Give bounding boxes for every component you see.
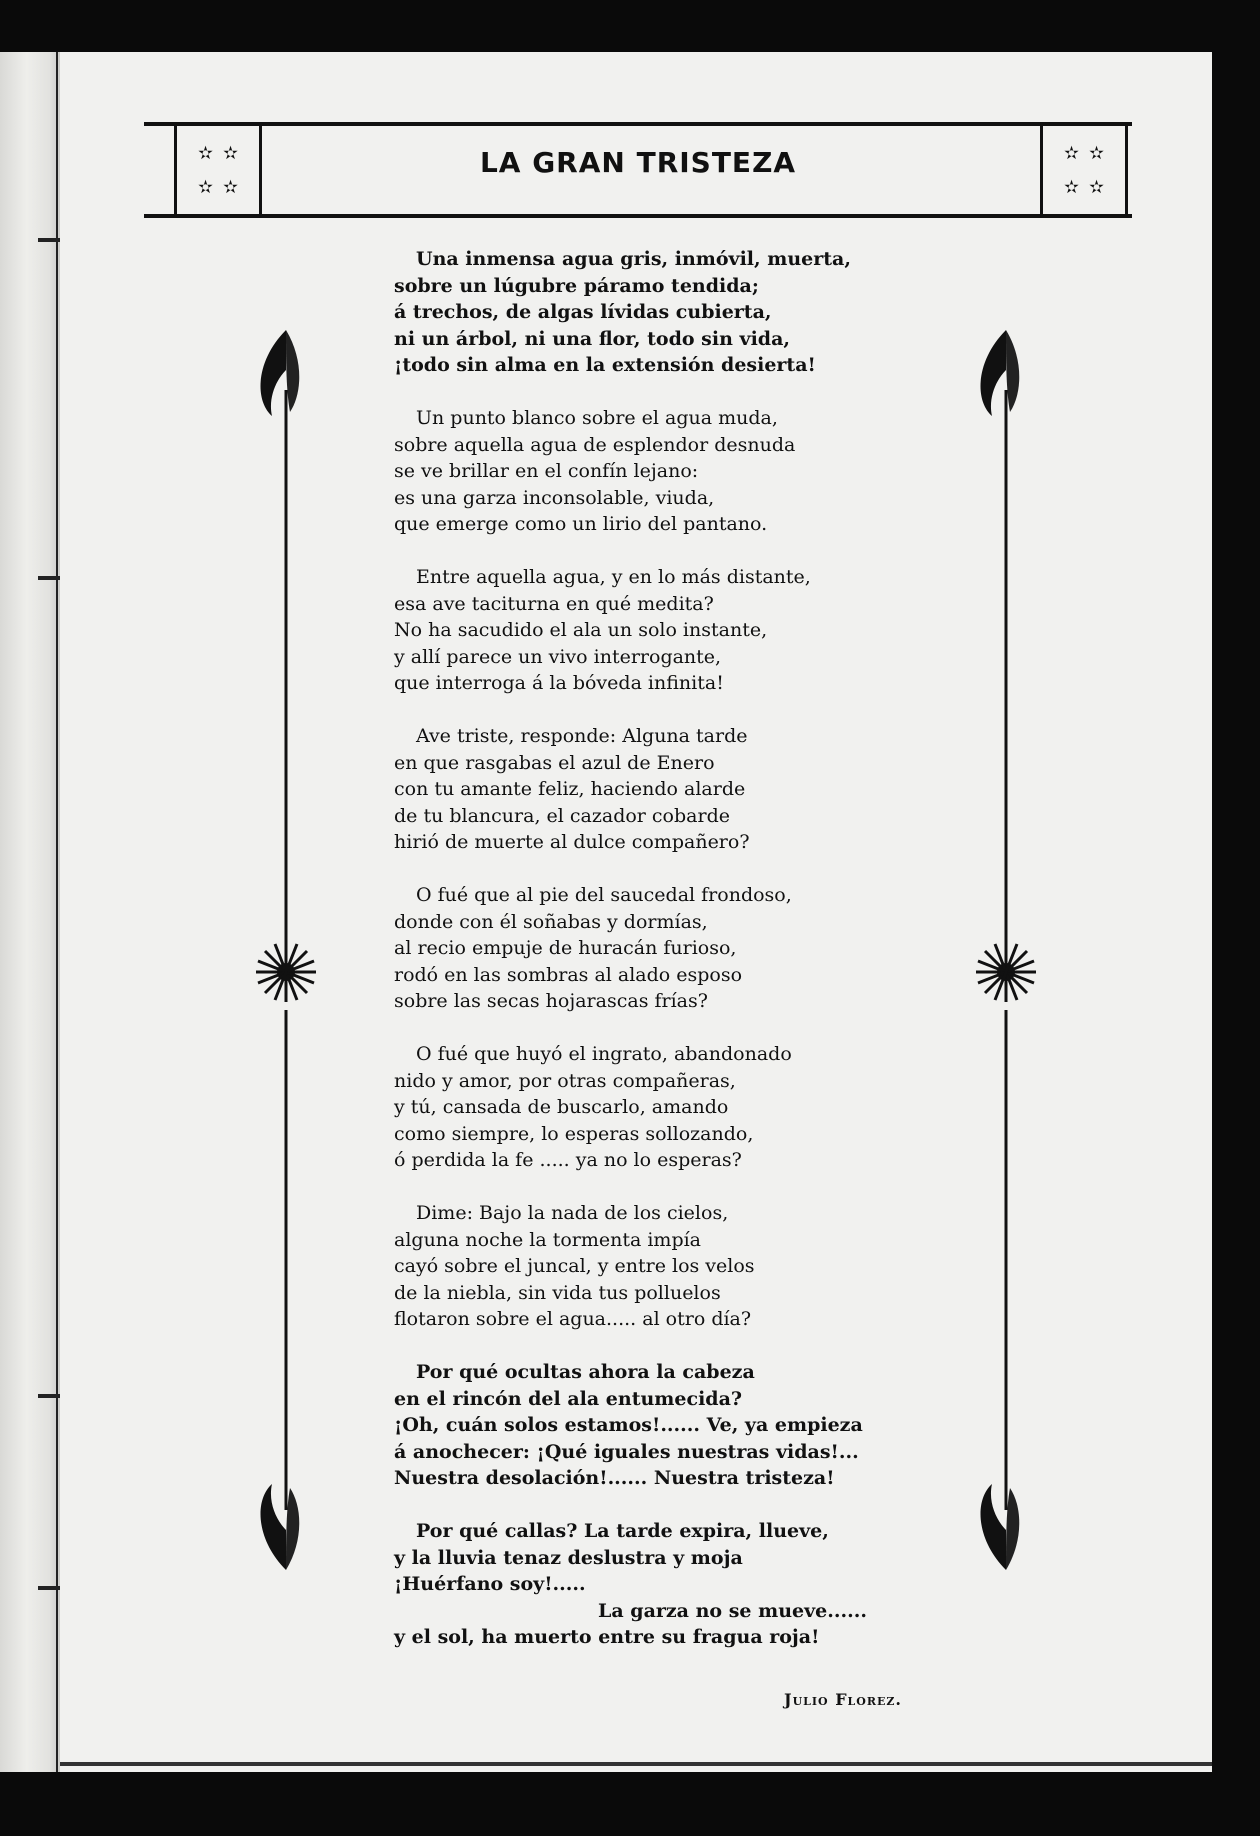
poem-line: cayó sobre el juncal, y entre los velos [394,1255,755,1277]
leaf-finial-bottom-icon [980,1484,1006,1570]
poem-line: O fué que huyó el ingrato, abandonado [416,1043,792,1065]
poem-line: La garza no se mueve...... [598,1599,867,1622]
poem-line: á anochecer: ¡Qué iguales nuestras vidas!... [394,1440,859,1463]
poem-line: de tu blancura, el cazador cobarde [394,804,730,827]
binding-edge [56,52,58,1772]
poem-line: se ve brillar en el confín lejano: [394,460,699,482]
poem-line: Entre aquella agua, y en lo más distante, [416,566,811,588]
title-banner [144,122,1132,218]
poem-line: como siempre, lo esperas sollozando, [394,1122,754,1145]
leaf-finial-top-icon [980,330,1006,416]
stanza [394,564,934,697]
poem-line: Una inmensa agua gris, inmóvil, muerta, [416,248,851,270]
leaf-finial-top-icon [260,330,286,416]
star-icon: ✫ [1063,176,1080,198]
poem-line: ¡Huérfano soy!..... [394,1573,586,1595]
poem-line: sobre un lúgubre páramo tendida; [394,274,759,297]
stanza [394,405,934,538]
stanza [394,882,934,1015]
star-box-right [1040,126,1128,214]
poem-line: en el rincón del ala entumecida? [394,1387,743,1410]
poem-line: ó perdida la fe ..... ya no lo esperas? [394,1149,742,1171]
poem-line: sobre aquella agua de esplendor desnuda [394,433,796,456]
poem-line: y el sol, ha muerto entre su fragua roja! [394,1626,820,1648]
stanza [394,1359,934,1492]
poem-line: y la lluvia tenaz deslustra y moja [394,1546,743,1569]
poem-line: que interroga á la bóveda infinita! [394,672,724,694]
poem-line: Ave triste, responde: Alguna tarde [416,725,748,747]
star-icon: ✫ [222,176,239,198]
poem-line: Un punto blanco sobre el agua muda, [416,407,778,429]
poem-line: al recio empuje de huracán furioso, [394,937,737,959]
ornament-column-left [246,320,326,1580]
star-icon: ✫ [222,142,239,164]
star-icon: ✫ [197,176,214,198]
stanza [394,723,934,856]
poem-line: es una garza inconsolable, viuda, [394,486,715,509]
leaf-finial-bottom-icon [260,1484,286,1570]
poem-line: á trechos, de algas lívidas cubierta, [394,301,772,323]
star-icon: ✫ [1088,176,1105,198]
poem-line: ¡Oh, cuán solos estamos!...... Ve, ya empieza [394,1414,863,1436]
star-icon: ✫ [1063,142,1080,164]
poem-line: flotaron sobre el agua..... al otro día? [394,1308,752,1330]
poem-line: que emerge como un lirio del pantano. [394,513,768,535]
stanza [394,246,934,379]
poem-line: sobre las secas hojarascas frías? [394,990,708,1012]
poem-line: No ha sacudido el ala un solo instante, [394,619,768,641]
poem-line: Nuestra desolación!...... Nuestra tristeza! [394,1467,835,1489]
star-icon: ✫ [1088,142,1105,164]
poem-line: hirió de muerte al dulce compañero? [394,831,750,853]
sunburst-ornament-icon [256,942,316,1002]
poem-line: alguna noche la tormenta impía [394,1228,702,1251]
poem-line: ni un árbol, ni una flor, todo sin vida, [394,327,790,350]
poem-line: O fué que al pie del saucedal frondoso, [416,884,792,906]
stanza [394,1518,934,1651]
poem-line: donde con él soñabas y dormías, [394,910,708,933]
page-bottom-rule [60,1762,1212,1766]
poem-line: Por qué callas? La tarde expira, llueve, [416,1520,829,1542]
poem-body [394,246,934,1677]
poem-line: con tu amante feliz, haciendo alarde [394,778,746,800]
poem-line: y tú, cansada de buscarlo, amando [394,1096,729,1118]
author-signature: Julio Florez. [784,1690,902,1709]
poem-line: en que rasgabas el azul de Enero [394,751,715,774]
star-icon: ✫ [197,142,214,164]
page-title: LA GRAN TRISTEZA [479,146,797,179]
poem-line: y allí parece un vivo interrogante, [394,645,722,668]
poem-line: Por qué ocultas ahora la cabeza [416,1361,755,1383]
poem-line: Dime: Bajo la nada de los cielos, [416,1202,729,1224]
poem-line: ¡todo sin alma en la extensión desierta! [394,354,816,376]
stanza [394,1200,934,1333]
sunburst-ornament-icon [976,942,1036,1002]
ornament-column-right [966,320,1046,1580]
poem-line: esa ave taciturna en qué medita? [394,592,714,615]
poem-line: de la niebla, sin vida tus polluelos [394,1281,721,1304]
poem-line: nido y amor, por otras compañeras, [394,1069,736,1092]
stanza [394,1041,934,1174]
poem-line: rodó en las sombras al alado esposo [394,963,743,986]
